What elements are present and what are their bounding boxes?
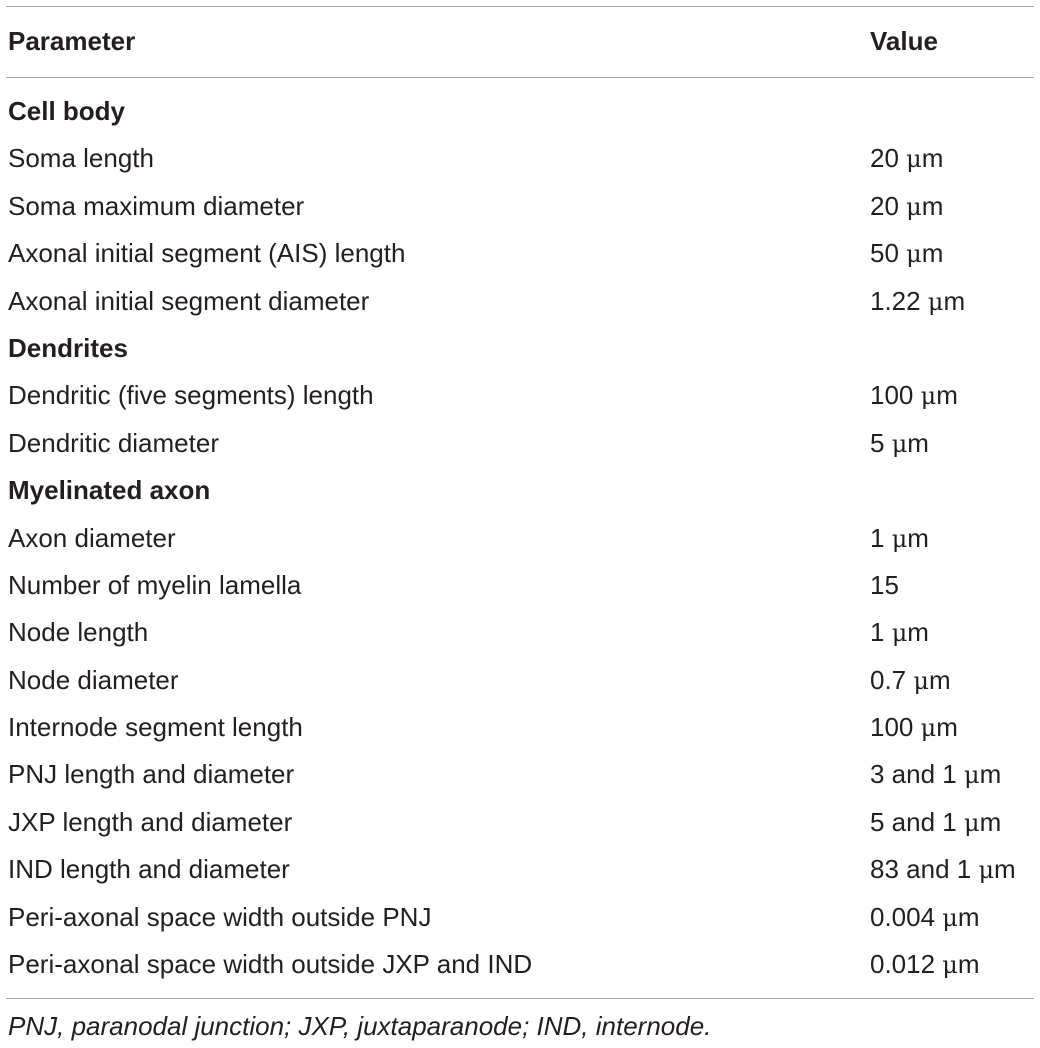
table-row [0, 563, 1034, 610]
parameter-cell: Node diameter [8, 664, 179, 695]
parameter-cell: Number of myelin lamella [8, 569, 302, 600]
value-cell: 100 μm [870, 380, 958, 411]
table-section-row [0, 326, 1034, 373]
parameter-cell: Dendritic (five segments) length [8, 380, 374, 411]
value-cell: 50 μm [870, 238, 944, 269]
value-cell: 0.7 μm [870, 664, 951, 695]
value-cell: 3 and 1 μm [870, 759, 1002, 790]
parameter-cell: Peri-axonal space width outside JXP and IND [8, 949, 533, 980]
parameter-cell: Axonal initial segment diameter [8, 285, 370, 316]
table-row [0, 847, 1034, 894]
parameter-cell: Axon diameter [8, 522, 176, 553]
value-cell: 100 μm [870, 712, 958, 743]
value-cell: 1.22 μm [870, 285, 966, 316]
table-row [0, 279, 1034, 326]
table-row [0, 752, 1034, 799]
table-row [0, 516, 1034, 563]
table-row [0, 421, 1034, 468]
value-cell: 1 μm [870, 617, 929, 648]
parameter-cell: Node length [8, 617, 149, 648]
table-row [0, 942, 1034, 989]
value-cell: 20 μm [870, 190, 944, 221]
parameter-cell: PNJ length and diameter [8, 759, 295, 790]
table-row [0, 184, 1034, 231]
header-value: Value [870, 26, 938, 56]
parameter-cell: Dendritic diameter [8, 427, 219, 458]
table-row [0, 658, 1034, 705]
table-footnote: PNJ, paranodal junction; JXP, juxtaparanode; IND, internode. [8, 1011, 712, 1041]
value-cell: 20 μm [870, 143, 944, 174]
parameter-cell: Soma length [8, 143, 154, 174]
table-row [0, 136, 1034, 183]
parameter-cell: Internode segment length [8, 712, 303, 743]
value-cell: 5 and 1 μm [870, 806, 1002, 837]
section-heading: Cell body [8, 96, 126, 126]
value-cell: 1 μm [870, 522, 929, 553]
table-row [0, 800, 1034, 847]
value-cell: 5 μm [870, 427, 929, 458]
value-cell: 83 and 1 μm [870, 854, 1016, 885]
table-row [0, 373, 1034, 420]
parameter-cell: Axonal initial segment (AIS) length [8, 238, 406, 269]
parameter-cell: Peri-axonal space width outside PNJ [8, 901, 432, 932]
value-cell: 15 [870, 569, 899, 600]
header-parameter: Parameter [8, 26, 136, 56]
table-body [0, 89, 1034, 989]
table-row [0, 895, 1034, 942]
section-heading: Myelinated axon [8, 475, 211, 506]
table-section-row [0, 468, 1034, 515]
parameter-cell: JXP length and diameter [8, 806, 293, 837]
table-row [0, 231, 1034, 278]
table-bottom-rule [6, 998, 1034, 999]
value-cell: 0.012 μm [870, 949, 980, 980]
table-row [0, 610, 1034, 657]
value-cell: 0.004 μm [870, 901, 980, 932]
table-header-rule [6, 77, 1034, 78]
table-row [0, 705, 1034, 752]
section-heading: Dendrites [8, 332, 128, 363]
parameter-cell: Soma maximum diameter [8, 190, 305, 221]
table-section-row [0, 89, 1034, 136]
parameter-cell: IND length and diameter [8, 854, 290, 885]
table-header-row [0, 6, 1034, 77]
